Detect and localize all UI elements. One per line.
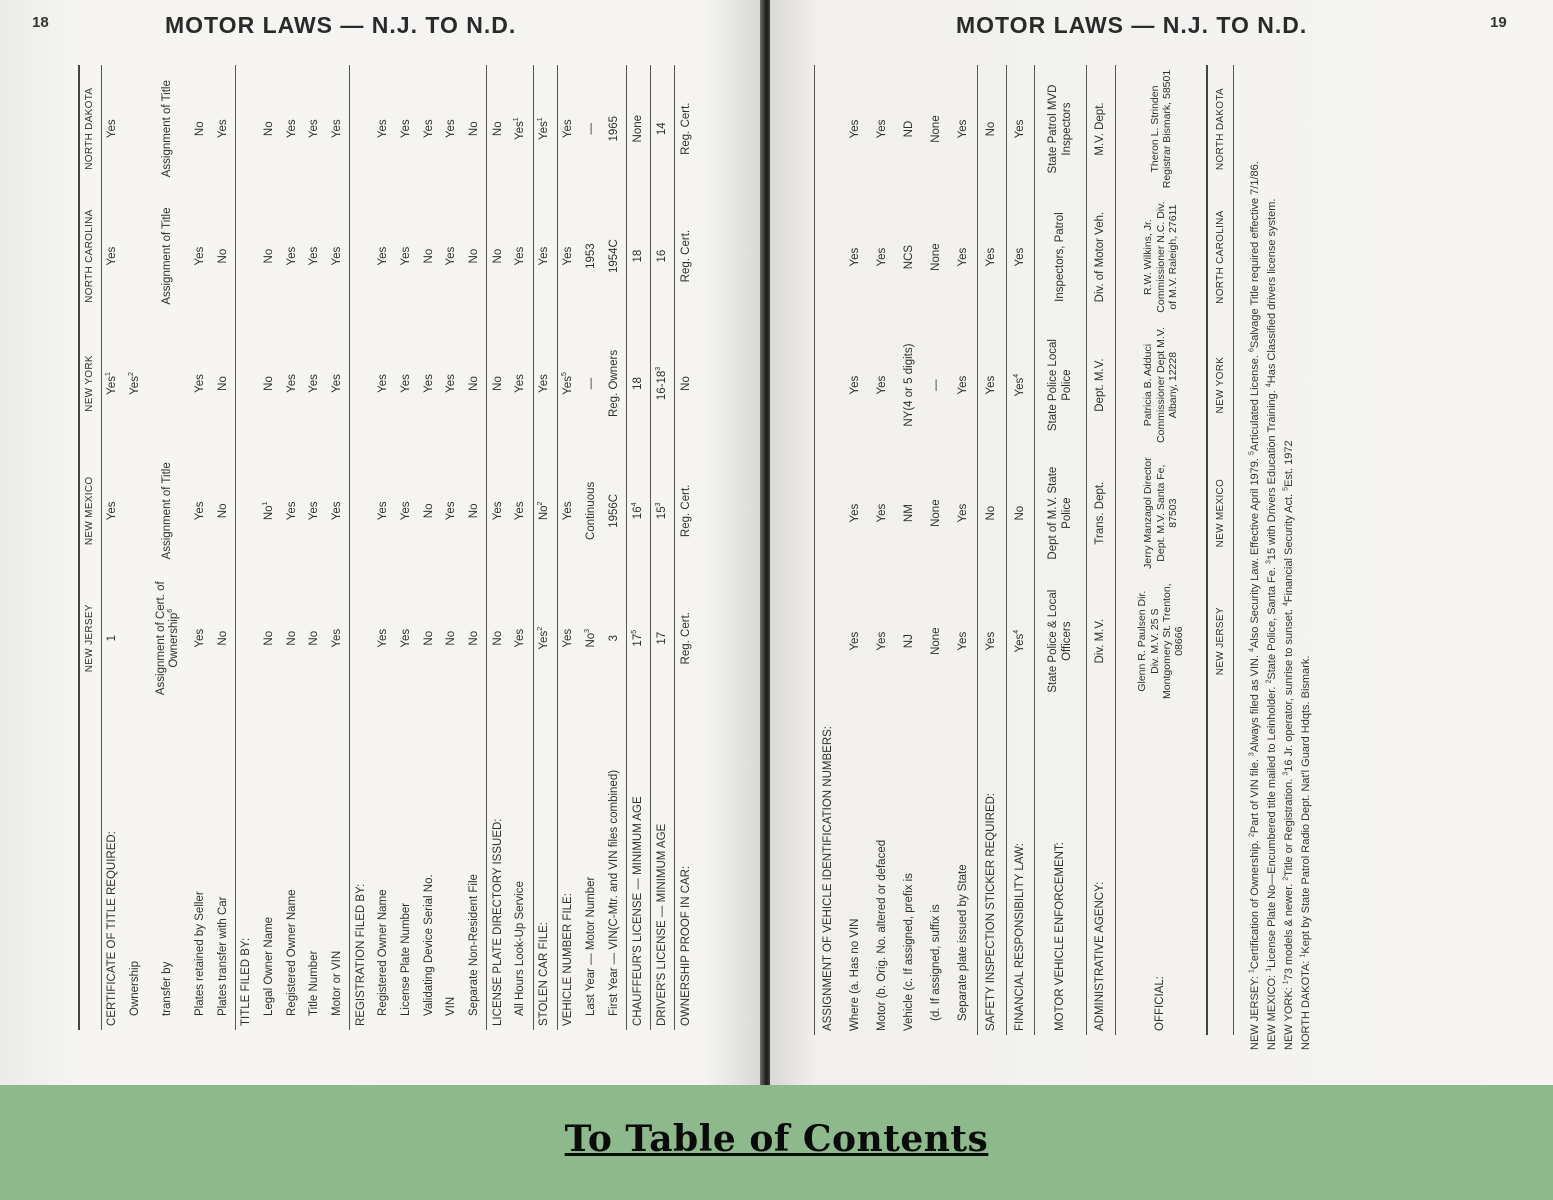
table-cell — [350, 447, 373, 574]
row-label: Last Year — Motor Number — [585, 876, 598, 1016]
table-cell: Yes — [308, 374, 321, 393]
left-running-head: MOTOR LAWS — N.J. TO N.D. — [165, 12, 517, 38]
table-cell: Yes — [101, 65, 124, 192]
table-cell: No — [978, 65, 1007, 193]
table-cell: Yes — [101, 192, 124, 319]
left-page — [0, 0, 764, 1085]
row-label: Registered Owner Name — [377, 889, 390, 1016]
table-cell: No — [1006, 449, 1035, 577]
table-cell: Yes — [330, 501, 343, 521]
table-cell — [235, 575, 258, 702]
table-of-contents-link[interactable]: To Table of Contents — [564, 1118, 989, 1160]
table-cell: No — [422, 248, 435, 264]
row-label: CERTIFICATE OF TITLE REQUIRED: — [101, 702, 124, 1030]
table-cell: Yes — [514, 501, 527, 521]
row-label: STOLEN CAR FILE: — [533, 702, 557, 1030]
state-header: NEW YORK — [1207, 321, 1233, 449]
table-cell: Yes — [514, 374, 527, 393]
state-header: NORTH CAROLINA — [79, 192, 101, 319]
state-header: NORTH DAKOTA — [79, 65, 101, 192]
table-cell: Yes — [193, 628, 206, 648]
table-cell: Yes — [445, 374, 458, 393]
row-label: MOTOR VEHICLE ENFORCEMENT: — [1035, 705, 1087, 1035]
table-cell: No — [467, 503, 480, 519]
table-cell: Yes$^4$ — [1006, 321, 1035, 449]
row-label: transfer by — [161, 961, 174, 1016]
table-cell — [815, 577, 843, 705]
table-cell: No — [487, 575, 510, 702]
table-cell: Yes — [1006, 193, 1035, 321]
data-table — [78, 65, 698, 1030]
table-cell: Yes — [956, 119, 969, 139]
state-header: NORTH CAROLINA — [1207, 193, 1233, 321]
left-page-number: 18 — [32, 14, 49, 31]
header-row — [79, 65, 101, 1030]
header-blank — [1207, 705, 1233, 1035]
table-cell: No — [467, 630, 480, 646]
table-row — [101, 65, 124, 1030]
table-cell: Yes — [330, 628, 343, 648]
table-cell: Yes$^2$ — [533, 575, 557, 702]
table-cell: Yes — [285, 119, 298, 139]
table-cell: Yes — [330, 246, 343, 266]
table-cell: No — [487, 65, 510, 192]
table-cell — [125, 65, 148, 192]
table-cell: No — [216, 376, 229, 391]
row-label: VIN — [445, 996, 458, 1016]
row-label: SAFETY INSPECTION STICKER REQUIRED: — [978, 705, 1007, 1035]
row-label: OWNERSHIP PROOF IN CAR: — [674, 702, 698, 1030]
header-row — [1207, 65, 1233, 1035]
table-cell: — — [585, 122, 598, 135]
table-cell: Yes — [848, 119, 861, 139]
table-cell: Yes — [193, 501, 206, 521]
table-cell: 1965 — [607, 115, 620, 142]
table-row — [1115, 65, 1207, 1035]
table-cell — [350, 575, 373, 702]
toc-link-wrapper — [0, 1118, 1553, 1160]
table-cell: Reg. Cert. — [674, 575, 698, 702]
table-cell: Yes$^1$ — [101, 320, 124, 447]
table-cell: Patricia B. Adduci Commissioner Dept M.V. Albany, 12228 — [1115, 321, 1207, 449]
table-row — [978, 65, 1007, 1035]
table-cell: No — [216, 630, 229, 646]
row-label: TITLE FILED BY: — [235, 702, 258, 1030]
table-cell: Yes — [848, 375, 861, 395]
state-header: NORTH DAKOTA — [1207, 65, 1233, 193]
table-cell: Inspectors, Patrol — [1035, 193, 1087, 321]
table-cell: Yes — [422, 119, 435, 139]
table-cell: None — [929, 243, 942, 271]
table-cell: 18 — [626, 320, 650, 447]
row-label: Plates transfer with Car — [216, 896, 229, 1016]
table-cell: No — [263, 376, 276, 391]
table-cell — [350, 320, 373, 447]
row-label: Plates retained by Seller — [193, 891, 206, 1016]
table-cell: Yes — [193, 246, 206, 266]
table-cell — [350, 65, 373, 192]
table-cell — [235, 192, 258, 319]
table-row — [281, 65, 304, 1030]
table-cell: State Police Local Police — [1035, 321, 1087, 449]
table-cell: 1 — [101, 575, 124, 702]
table-cell: Trans. Dept. — [1087, 449, 1116, 577]
table-cell: NCS — [902, 244, 915, 270]
table-cell: Yes$^4$ — [1006, 577, 1035, 705]
table-cell: Reg. Cert. — [674, 447, 698, 574]
table-cell: No — [487, 320, 510, 447]
table-cell: Continuous — [585, 481, 598, 540]
row-label: Legal Owner Name — [263, 916, 276, 1016]
table-cell: Yes — [956, 631, 969, 651]
state-header: NEW JERSEY — [79, 575, 101, 702]
table-cell: No — [467, 248, 480, 264]
table-cell: Yes — [514, 628, 527, 648]
table-cell: Yes — [308, 246, 321, 266]
table-cell: No — [487, 192, 510, 319]
table-cell: Yes$^5$ — [557, 320, 580, 447]
table-cell — [235, 65, 258, 192]
right-running-head: MOTOR LAWS — N.J. TO N.D. — [956, 12, 1308, 38]
footnote: NEW YORK: $^1$73 models & newer. $^2$Title or Registration. $^3$16 Jr. operator, sunrise to sunset. $^4$Financial Security Act. $^5$Est. 1972 — [1282, 440, 1295, 1050]
table-row — [1087, 65, 1116, 1035]
table-cell: No — [285, 630, 298, 646]
table-cell: 18 — [626, 192, 650, 319]
table-row — [326, 65, 349, 1030]
table-cell: Yes — [875, 503, 888, 523]
table-cell: No — [308, 630, 321, 646]
row-label: Vehicle (c. If assigned, prefix is — [902, 873, 915, 1031]
table-cell: State Police & Local Officers — [1035, 577, 1087, 705]
table-row — [373, 65, 396, 1030]
table-row — [441, 65, 464, 1030]
table-cell: Yes — [285, 374, 298, 393]
table-cell: Yes$^2$ — [128, 372, 142, 395]
table-cell: Div. of Motor Veh. — [1087, 193, 1116, 321]
row-label: ASSIGNMENT OF VEHICLE IDENTIFICATION NUMBERS: — [815, 705, 843, 1035]
row-label: All Hours Look-Up Service — [514, 881, 527, 1016]
table-row — [603, 65, 626, 1030]
table-row — [950, 65, 978, 1035]
row-label: License Plate Number — [400, 902, 412, 1016]
table-cell: M.V. Dept. — [1087, 65, 1116, 193]
table-row — [396, 65, 419, 1030]
table-cell: Yes — [285, 246, 298, 266]
table-cell: Yes — [285, 501, 298, 521]
table-cell: Yes — [101, 447, 124, 574]
table-cell: Yes — [557, 575, 580, 702]
table-cell: Yes — [875, 247, 888, 267]
table-cell: Dept of M.V. State Police — [1035, 449, 1087, 577]
table-cell: Yes — [377, 374, 390, 393]
table-row — [259, 65, 282, 1030]
table-cell: Yes — [377, 501, 390, 521]
table-row — [842, 65, 869, 1035]
footnotes — [1248, 60, 1548, 1050]
table-row — [674, 65, 698, 1030]
table-cell: No — [263, 121, 276, 137]
table-row — [304, 65, 327, 1030]
row-label: First Year — VIN(C-Mtr. and VIN files combined) — [607, 769, 620, 1016]
table-cell: 3 — [607, 635, 620, 642]
table-cell: Yes — [848, 503, 861, 523]
table-cell: Assignment of Title — [161, 207, 174, 305]
table-cell: Reg. Cert. — [674, 192, 698, 319]
table-cell: None — [929, 627, 942, 655]
table-cell: Yes — [308, 501, 321, 521]
footnote: NEW JERSEY: $^1$Certification of Ownership. $^2$Part of VIN file. $^3$Always filed as VIN. $^4$Also Security Law. Effective April 1979. $^5$Articulated License. $^6$Salvage Title required effective 7/1/86. — [1248, 161, 1261, 1050]
motor-laws-table-right — [814, 65, 1234, 1035]
table-cell: Div. M.V. — [1087, 577, 1116, 705]
table-cell: No — [978, 449, 1007, 577]
table-cell: None — [929, 115, 942, 143]
table-cell: Yes — [216, 119, 229, 139]
table-cell: $16-18^3$ — [650, 320, 674, 447]
table-cell: Reg. Cert. — [674, 65, 698, 192]
table-row — [557, 65, 580, 1030]
table-cell: Yes — [848, 631, 861, 651]
table-cell: Dept. M.V. — [1087, 321, 1116, 449]
table-cell: — — [585, 377, 598, 390]
table-cell — [147, 320, 189, 447]
table-cell: 1954C — [607, 239, 620, 274]
header-blank — [79, 702, 101, 1030]
footnote: NEW MEXICO: $^1$License Plate No—Encumbered title mailed to Leinholder. $^2$State Police, Santa Fe. $^3$15 with Drivers Education Training. $^4$Has Classified drivers license system. — [1265, 198, 1278, 1050]
table-row — [125, 65, 148, 1030]
table-row — [923, 65, 950, 1035]
table-cell: Yes — [400, 374, 412, 393]
table-row — [869, 65, 896, 1035]
state-header: NEW MEXICO — [79, 447, 101, 574]
table-cell: None — [929, 499, 942, 527]
table-cell: Yes — [978, 321, 1007, 449]
table-cell: No$^2$ — [533, 447, 557, 574]
right-page-number: 19 — [1490, 14, 1507, 31]
table-cell — [235, 320, 258, 447]
table-cell: Yes — [956, 503, 969, 523]
table-row — [147, 65, 189, 1030]
table-cell: $16^4$ — [626, 447, 650, 574]
table-cell: R.W. Wilkins, Jr. Commissioner N.C. Div. of M.V. Raleigh, 27611 — [1115, 193, 1207, 321]
table-cell: Reg. Owners — [607, 349, 620, 418]
table-cell: Yes — [875, 375, 888, 395]
table-cell: Yes — [330, 374, 343, 393]
table-cell — [125, 447, 148, 574]
table-cell: NJ — [902, 634, 915, 649]
table-cell: ND — [902, 120, 915, 138]
table-cell: Yes — [875, 631, 888, 651]
row-label: Validating Device Serial No. — [422, 874, 435, 1016]
table-cell: State Patrol MVD Inspectors — [1035, 65, 1087, 193]
table-cell: Yes — [533, 320, 557, 447]
table-cell: 1956C — [607, 493, 620, 528]
data-table — [814, 65, 1234, 1035]
table-row — [650, 65, 674, 1030]
table-cell: 17 — [650, 575, 674, 702]
state-header: NEW MEXICO — [1207, 449, 1233, 577]
table-cell: Yes — [557, 65, 580, 192]
row-label: Title Number — [308, 950, 321, 1016]
row-label: Motor or VIN — [330, 950, 343, 1016]
table-row — [815, 65, 843, 1035]
table-cell: No — [263, 248, 276, 264]
table-cell — [125, 192, 148, 319]
table-cell: Yes — [400, 119, 412, 139]
table-cell: Yes — [377, 628, 390, 648]
row-label: OFFICIAL: — [1115, 705, 1207, 1035]
table-cell: $17^5$ — [626, 575, 650, 702]
table-cell: No — [216, 503, 229, 519]
table-cell: Yes — [557, 447, 580, 574]
table-cell: Yes — [422, 374, 435, 393]
table-cell: No — [422, 630, 435, 646]
table-cell: Yes — [400, 628, 412, 648]
table-cell — [815, 449, 843, 577]
table-cell: Assignment of Title — [161, 80, 174, 178]
row-label: FINANCIAL RESPONSIBILITY LAW: — [1006, 705, 1035, 1035]
table-cell: Yes — [377, 246, 390, 266]
row-label: REGISTRATION FILED BY: — [350, 702, 373, 1030]
table-cell: Yes — [848, 247, 861, 267]
table-row — [581, 65, 604, 1030]
table-cell: Assignment of Cert. of Ownership$^6$ — [154, 581, 181, 696]
table-cell: No — [445, 630, 458, 646]
table-row — [1035, 65, 1087, 1035]
table-cell: 1953 — [585, 243, 598, 269]
table-cell: NY(4 or 5 digits) — [902, 343, 915, 427]
table-cell: No — [467, 121, 480, 137]
table-cell: Glenn R. Paulsen Dir. Div. M.V. 25 S Montgomery St. Trenton, 08666 — [1115, 577, 1207, 705]
table-cell: Yes — [377, 119, 390, 139]
table-cell — [815, 193, 843, 321]
table-cell: Yes — [400, 501, 412, 521]
row-label: (d. If assigned, suffix is — [929, 904, 942, 1021]
table-row — [350, 65, 373, 1030]
table-cell — [235, 447, 258, 574]
table-cell: Yes — [1006, 65, 1035, 193]
row-label: Registered Owner Name — [285, 889, 298, 1016]
table-cell: Yes — [978, 577, 1007, 705]
table-row — [533, 65, 557, 1030]
table-row — [463, 65, 486, 1030]
table-cell: No$^1$ — [262, 501, 276, 521]
table-cell: Yes — [956, 375, 969, 395]
footnote: NORTH DAKOTA: $^1$Kept by State Patrol Radio Dept. Nat'l Guard Hdqts. Bismark. — [1298, 655, 1312, 1050]
table-cell: No — [422, 503, 435, 519]
table-cell: Yes — [875, 119, 888, 139]
row-label: Separate Non-Resident File — [467, 874, 480, 1016]
table-cell: Yes — [330, 119, 343, 139]
row-label: CHAUFFEUR'S LICENSE — MINIMUM AGE — [626, 702, 650, 1030]
table-row — [235, 65, 258, 1030]
table-cell — [815, 65, 843, 193]
table-cell: Yes — [514, 246, 527, 266]
table-cell: Yes — [445, 501, 458, 521]
row-label: Ownership — [129, 961, 142, 1016]
row-label: VEHICLE NUMBER FILE: — [557, 702, 580, 1030]
row-label: Where (a. Has no VIN — [848, 918, 861, 1031]
table-row — [626, 65, 650, 1030]
table-cell: Theron L. Strinden Registrar Bismark, 58501 — [1115, 65, 1207, 193]
table-cell: No — [674, 320, 698, 447]
table-cell: Yes — [978, 193, 1007, 321]
table-cell: No — [263, 630, 276, 646]
table-row — [212, 65, 235, 1030]
table-cell: No — [216, 248, 229, 264]
table-cell: 14 — [650, 65, 674, 192]
right-page — [770, 0, 1553, 1085]
table-cell: — — [929, 379, 942, 391]
table-cell: No$^3$ — [584, 628, 598, 648]
table-cell: Yes — [193, 374, 206, 393]
table-row — [189, 65, 212, 1030]
table-cell: Yes — [487, 447, 510, 574]
table-cell: Yes — [956, 247, 969, 267]
table-cell: None — [626, 65, 650, 192]
table-cell — [350, 192, 373, 319]
table-cell — [125, 575, 148, 702]
table-cell: Yes$^1$ — [533, 65, 557, 192]
table-row — [1006, 65, 1035, 1035]
row-label: Separate plate issued by State — [956, 864, 969, 1021]
table-row — [487, 65, 510, 1030]
row-label: ADMINISTRATIVE AGENCY: — [1087, 705, 1116, 1035]
state-header: NEW YORK — [79, 320, 101, 447]
table-cell: Yes — [533, 192, 557, 319]
table-cell: Assignment of Title — [161, 462, 174, 560]
table-cell: Yes — [445, 119, 458, 139]
table-cell: No — [467, 376, 480, 391]
table-cell: Yes — [400, 246, 412, 266]
row-label: Motor (b. Orig. No. altered or defaced — [875, 839, 888, 1031]
table-cell: NM — [902, 504, 915, 523]
table-cell: Yes — [445, 246, 458, 266]
table-cell: Yes$^1$ — [513, 117, 527, 141]
table-cell: $15^3$ — [650, 447, 674, 574]
table-cell — [815, 321, 843, 449]
row-label: LICENSE PLATE DIRECTORY ISSUED: — [487, 702, 510, 1030]
table-row — [510, 65, 533, 1030]
table-cell: No — [193, 121, 206, 137]
row-label: DRIVER'S LICENSE — MINIMUM AGE — [650, 702, 674, 1030]
table-row — [896, 65, 923, 1035]
state-header: NEW JERSEY — [1207, 577, 1233, 705]
table-cell: 16 — [650, 192, 674, 319]
table-cell: Yes — [557, 192, 580, 319]
table-cell: Jerry Manzagol Director Dept. M.V. Santa Fe, 87503 — [1115, 449, 1207, 577]
table-cell: Yes — [308, 119, 321, 139]
table-row — [418, 65, 441, 1030]
motor-laws-table-left — [78, 65, 698, 1030]
